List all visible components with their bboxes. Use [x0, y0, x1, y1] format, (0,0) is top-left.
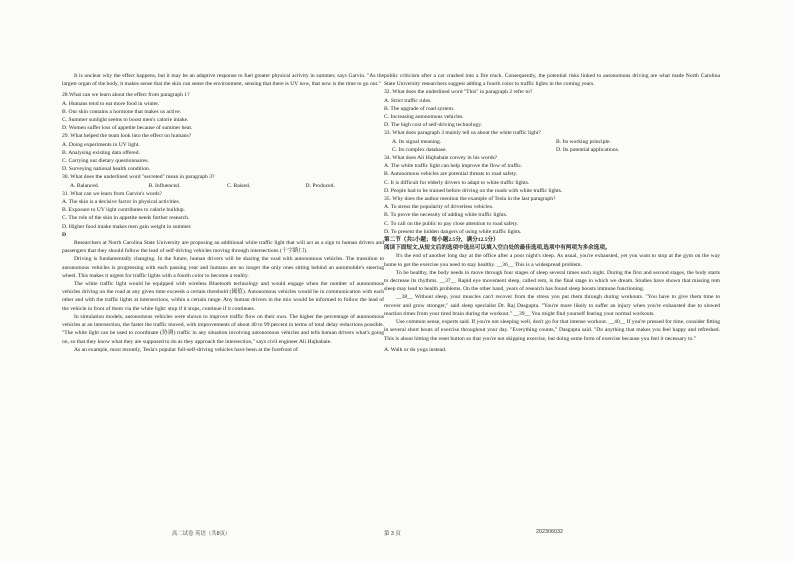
question-stem: 29. What helped the team look into the effect on humans?: [62, 133, 192, 140]
footer-code: 202306032: [536, 529, 563, 535]
cloze-passage: [384, 252, 720, 342]
option-b: B. To prove the necessity of adding white traffic lights.: [384, 212, 508, 219]
option-d: D. Its potential applications.: [556, 146, 620, 153]
option-c: C. Increasing autonomous vehicles.: [384, 114, 464, 121]
passage-paragraph: To be healthy, the body needs to move through four stages of sleep several times each night. During the first and second stages, the body starts to decrease its rhythms. __37__ Rapid eye movement sleep, called rem, is the final stage in which we dream. Studies have shown that missing rem sleep may lead to health problems. On the other hand, years of research has found sleep boosts immune functioning.: [384, 269, 720, 293]
option-a: A. Humans tend to eat more food in winter.: [62, 100, 160, 107]
option-d: D. Produced.: [305, 182, 335, 189]
passage-paragraph: Driving is fundamentally changing. In the future, human drivers will be sharing the road with autonomous vehicles. The transition to autonomous vehicles is progressing with each passing year and humans are no longer the only ones sitting behind an automobile's steering wheel. This makes it urgent for traffic lights with a fourth color to become a reality.: [62, 256, 384, 279]
option-d: D. People had to be trained before driving on the roads with white traffic lights.: [384, 187, 563, 194]
question-stem: 35. Why does the author mention the example of Tesla in the last paragraph?: [384, 196, 556, 203]
question-stem: 34. What does Ali Hajbabaie convey in his words?: [384, 155, 498, 162]
passage-paragraph: __38__ Without sleep, your muscles can't recover from the stress you put them through during workouts. "You have to give them time to recover and grow stronger," said sleep specialist Dr. Raj Dasgupta. "You're more likely to suffer an injury when you're exhausted due to slowed reaction times from your tired brain during the workout." __39__ You might find yourself fearing your normal workouts.: [384, 294, 720, 317]
option-a: A. Doing experiments in UV light.: [62, 141, 140, 148]
passage-paragraph: It's the end of another long day at the office after a poor night's sleep. As usual, you're exhausted, yet you want to stop at the gym on the way home to get the exercise you need to stay healthy. __36__ This is a widespread problem.: [384, 253, 720, 268]
passage-paragraph: As an example, most recently, Tesla's popular full-self-driving vehicles have been at the forefront of: [74, 346, 298, 353]
question-stem: 31. What can we learn from Garvin's words?: [62, 190, 163, 197]
option-a: A. To stress the popularity of driverless vehicles.: [384, 204, 494, 211]
option-c: C. To call on the public to pay close attention to road safety.: [384, 220, 519, 227]
passage-paragraph: Researchers at North Carolina State University are proposing an additional white traffic light that will act as a sign to human drivers and passengers that they should follow the lead of self-driving vehicles moving through intersections (十字路口).: [62, 240, 384, 255]
option-b: B. The upgrade of road system.: [384, 105, 455, 112]
question-33: [384, 129, 720, 154]
question-35: [384, 195, 720, 236]
option-b: B. Exposure to UV light contributes to calorie buildup.: [62, 207, 185, 214]
question-30: [62, 173, 384, 189]
option-b: B. Autonomous vehicles are potential threats to road safety.: [384, 171, 518, 178]
options-grid: [392, 138, 720, 154]
option-d: D. Women suffer loss of appetite because of summer heat.: [62, 125, 193, 132]
option-c: C. Its complex database.: [392, 146, 447, 153]
passage-continuation: public criticism after a car crashed into a fire truck. Consequently, the potential risks linked to autonomous driving are what made North Carolina State University researchers suggest adding a fourth color to traffic lights in the coming years.: [384, 73, 720, 88]
option-c: C. Raised.: [227, 182, 251, 189]
option-d: D. Surveying national health condition.: [62, 166, 151, 173]
options-row: [70, 182, 384, 190]
option-b: B. Its working principle.: [556, 138, 611, 145]
passage-paragraph: In simulation models, autonomous vehicles were shown to improve traffic flow on their own. The higher the percentage of autonomous vehicles at an intersection, the faster the traffic moved, with improvements of about 40 to 99 percent in terms of total delay reductions possible. "The white light can be used to coordinate (协调) traffic in any situation involving autonomous vehicles and tells human drivers what's going on, so that they know what they are supposed to do as they approach the intersection," says civil engineer Ali Hajbabaie.: [62, 313, 384, 345]
intro-paragraph: It is unclear why the effect happens, but it may be an adaptive response to fuel greater physical activity in summer, says Garvin. "As the largest organ of the body, it makes sense that the skin can sense the environment, sensing that there is UV now, that now is the time to go out.": [62, 73, 384, 88]
option-d: D. Higher food intake makes men gain weight in summer.: [62, 223, 192, 230]
option-b: B. Influenced.: [148, 182, 181, 189]
passage-d: [62, 239, 384, 354]
question-stem: 28.What can we learn about the effect from paragraph 1?: [62, 92, 190, 99]
question-29: [62, 132, 384, 173]
question-31: [62, 190, 384, 231]
section-2-header: 第二节（共5小题；每小题2.5分，满分12.5分）: [384, 237, 499, 244]
left-column: [62, 72, 384, 354]
question-32: [384, 88, 720, 129]
section-2-instruction: 阅读下面短文,从短文后的选项中选出可以填入空白处的最佳选项,选项中有两项为多余选项。: [384, 245, 611, 252]
question-stem: 30. What does the underlined word "secreted" mean in paragraph 3?: [62, 174, 215, 181]
option-a: A. The white traffic light can help improve the flow of traffic.: [384, 163, 523, 170]
option-a: A. Balanced.: [70, 182, 100, 189]
option-b: B. Our skin contains a hormone that makes us active.: [62, 108, 182, 115]
option-d: D. The high cost of self-driving technology.: [384, 122, 483, 129]
passage-paragraph: Use common sense, experts said. If you're not sleeping well, don't go for that intense workout. __40__ If you're pressed for time, consider fitting in several short bouts of exercise throughout your day. "Everything counts," Dasgupta said. "Do anything that makes you feel happy and refreshed. This is about hitting the reset button so that you're not skipping exercise, but doing some form of exercise because you feel it necessary to.": [384, 319, 720, 342]
option-a: A. The skin is a decisive factor in physical activities.: [62, 199, 181, 206]
option-b: B. Analysing existing data offered.: [62, 149, 140, 156]
section-d-label: D: [62, 231, 67, 238]
right-column: [384, 72, 720, 354]
question-28: [62, 91, 384, 132]
option-c: C. The role of the skin in appetite needs further research.: [62, 215, 190, 222]
option-c: C. It is difficult for elderly drivers to adapt to white traffic lights.: [384, 179, 530, 186]
question-34: [384, 154, 720, 195]
option-d: D. To present the hidden dangers of using white traffic lights.: [384, 228, 522, 235]
footer-exam-info: 高二试卷 英语（共8页）: [172, 531, 231, 537]
option-c: C. Carrying out dietary questionnaires.: [62, 158, 149, 165]
option-a: A. Its signal meaning.: [392, 138, 442, 145]
option-c: C. Summer sunlight seems to boost men's calorie intake.: [62, 117, 189, 124]
footer-page-number: 第 3 页: [384, 531, 401, 537]
passage-paragraph: The white traffic light would be equipped with wireless Bluetooth technology and would engage when the number of autonomous vehicles driving on the road at any given time exceeds a certain threshold (阈值). Autonomous vehicles would be in communication with each other and with the traffic lights at intersections, within a certain range. Any human drivers in the mix would be informed to follow the lead of the vehicle in front of them via the white light: stop if it stops, continue if it continues.: [62, 281, 384, 312]
cloze-option-a: A. Walk or do yoga instead.: [384, 346, 447, 353]
question-stem: 32. What does the underlined word "This" in paragraph 2 refer to?: [384, 89, 533, 96]
question-stem: 33. What does paragraph 3 mainly tell us about the white traffic light?: [384, 130, 541, 137]
option-a: A. Strict traffic rules.: [384, 97, 432, 104]
